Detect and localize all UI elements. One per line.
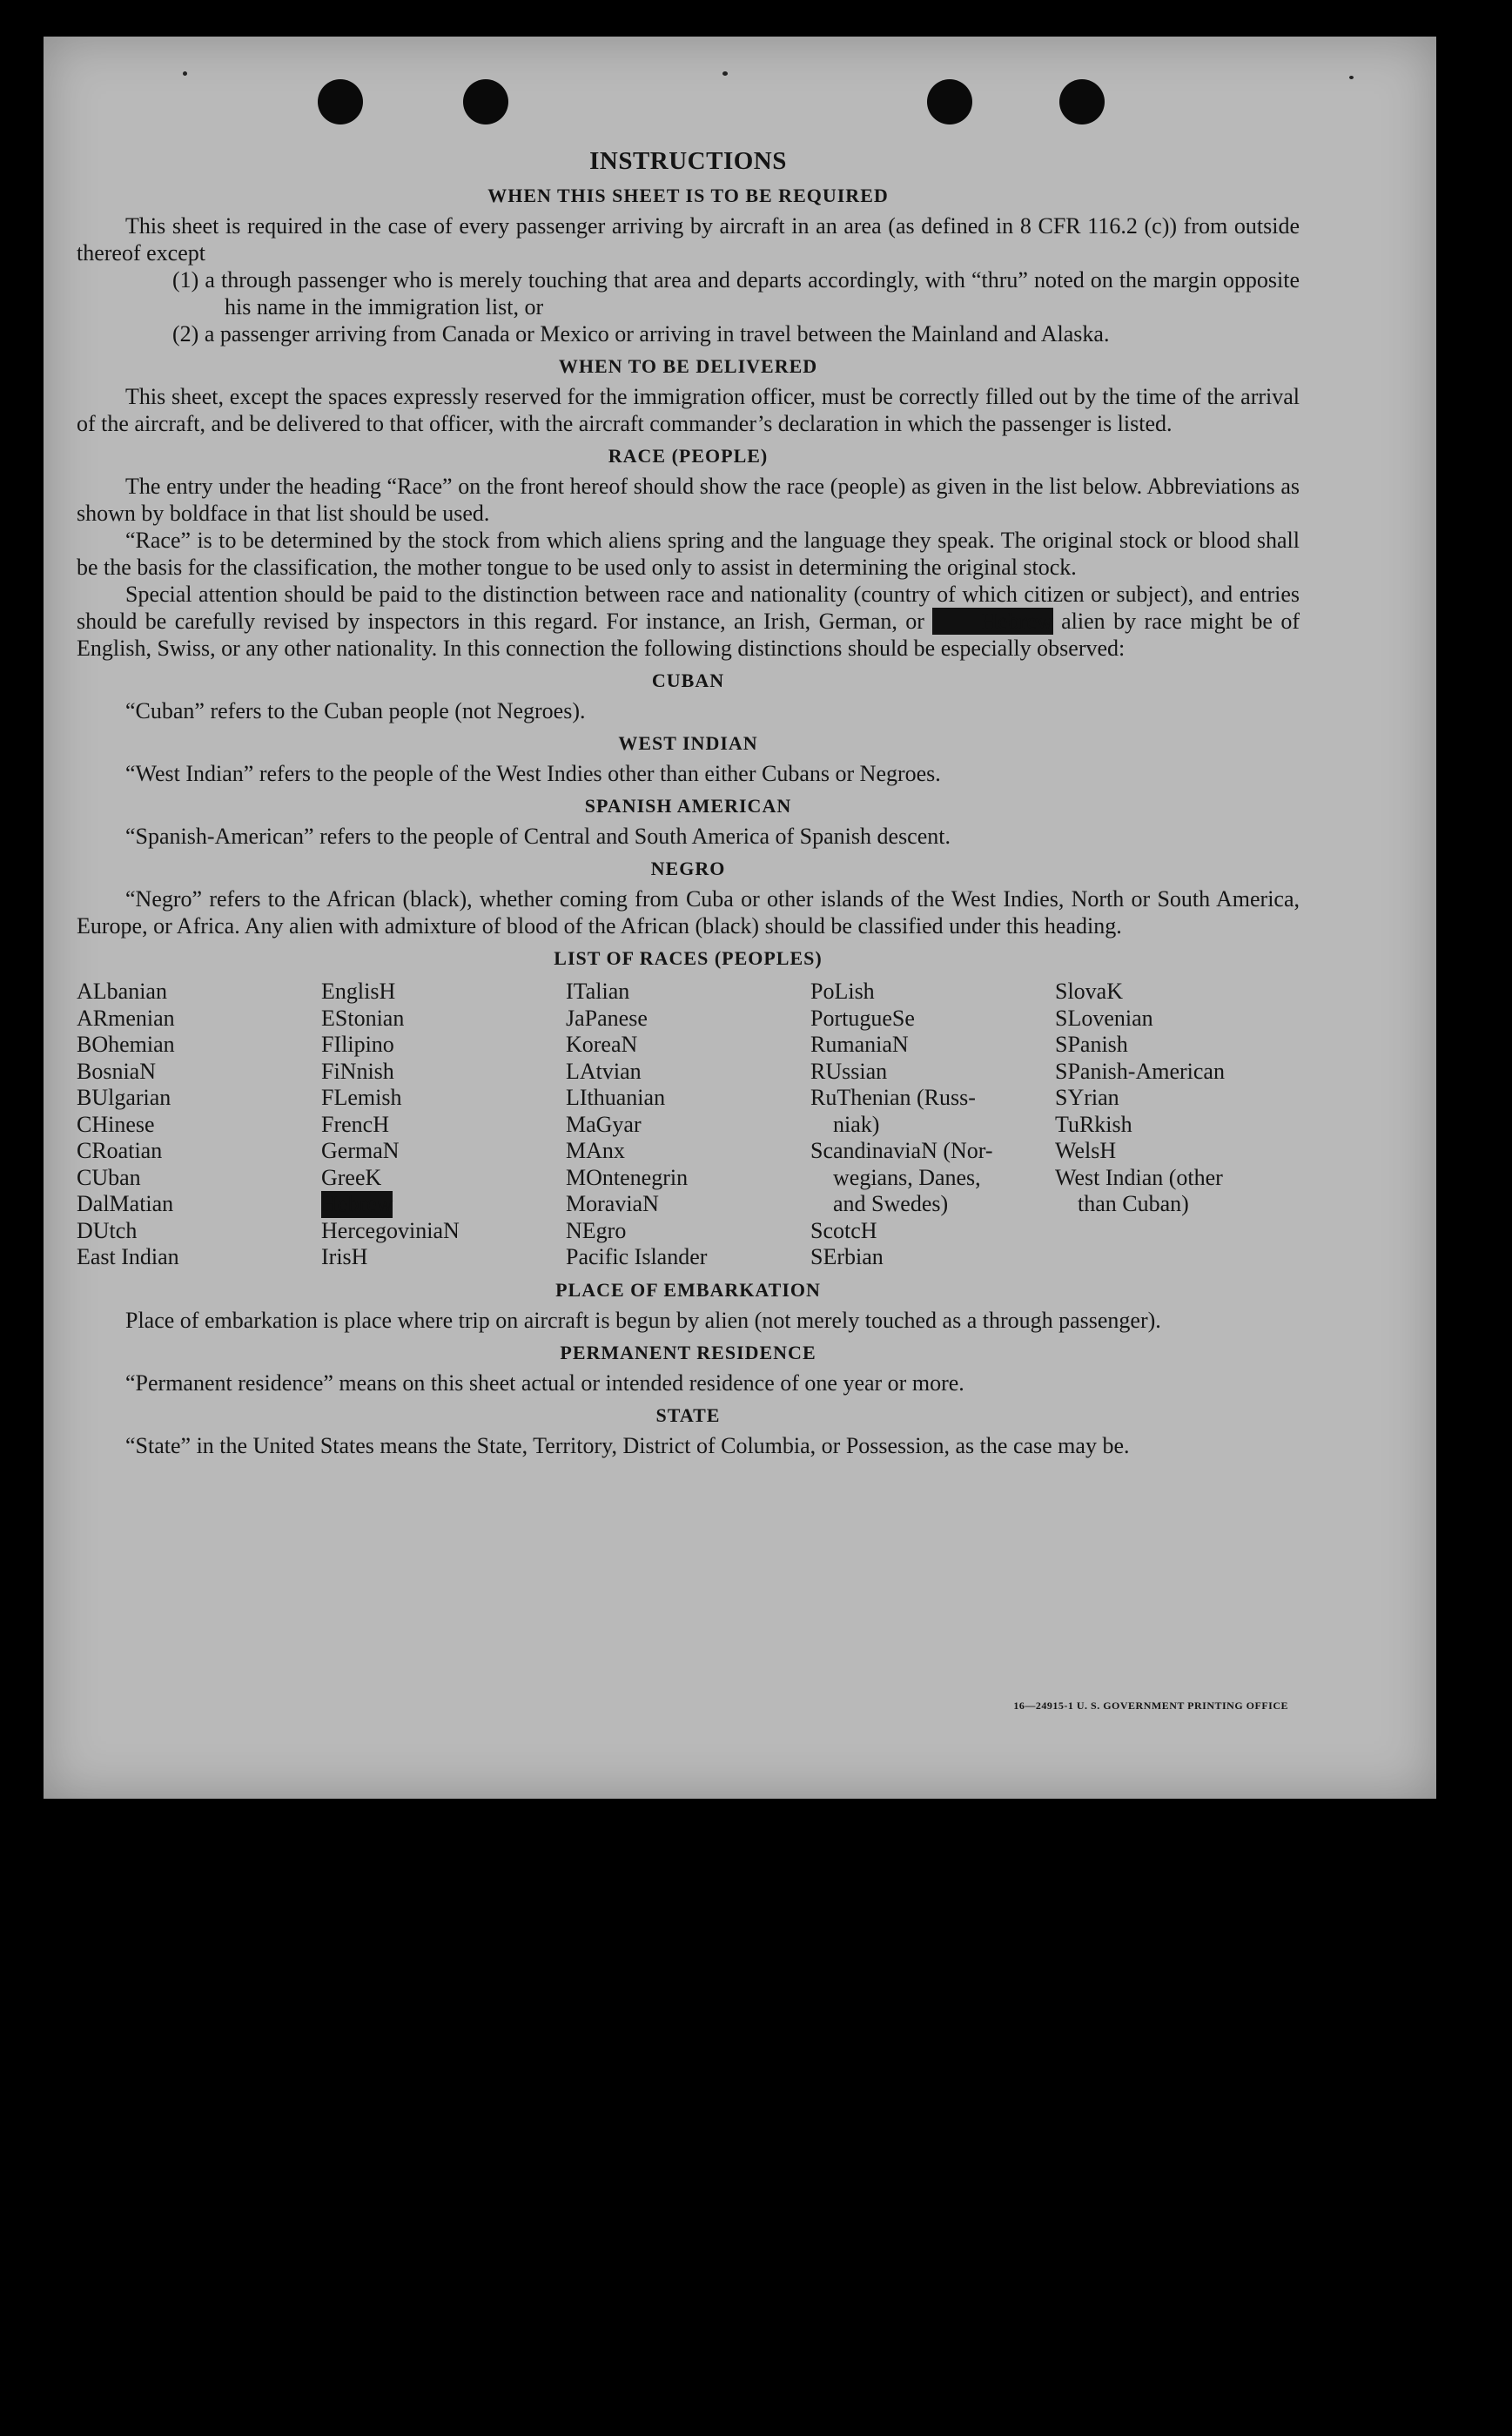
race-item-continuation: niak) [833,1111,880,1137]
race-item: MoraviaN [566,1191,659,1216]
race-item: DalMatian [77,1191,174,1216]
race-item: ScotcH [810,1217,877,1243]
race-paragraph-3-before: Special attention should be paid to the distinction between race and nationality (country of which citizen or subject), and entries should be carefully revised by inspectors in this regard. For instance, an Irish, German, or [77,582,1300,634]
race-item: ITalian [566,979,630,1004]
race-item: CHinese [77,1111,155,1137]
heading-negro: NEGRO [650,858,726,879]
residence-text: “Permanent residence” means on this sheet actual or intended residence of one year or more. [125,1369,964,1396]
race-item: SLovenian [1055,1005,1153,1031]
race-item: RuThenian (Russ- [810,1085,976,1110]
page-title: INSTRUCTIONS [589,147,787,175]
race-column-1 [77,979,321,1271]
race-item: ARmenian [77,1005,175,1031]
race-item: NEgro [566,1217,627,1243]
printing-office-footer: 16—24915-1 U. S. GOVERNMENT PRINTING OFFICE [1013,1699,1288,1712]
race-item-continuation: and Swedes) [833,1191,949,1216]
heading-race: RACE (PEOPLE) [608,445,769,467]
race-column-3 [566,979,810,1271]
race-item: SlovaK [1055,979,1123,1004]
race-item: SErbian [810,1244,884,1269]
punch-hole [318,79,363,124]
race-column-5 [1055,979,1300,1271]
negro-text: “Negro” refers to the African (black), whether coming from Cuba or other islands of the West Indies, North or South America, Europe, or Africa. Any alien with admixture of blood of the African (black) should be classified under this heading. [77,886,1300,939]
race-item: GermaN [321,1138,400,1163]
race-item: IrisH [321,1244,368,1269]
instructions-content [77,148,1300,1459]
speck [1349,76,1354,79]
race-item: WelsH [1055,1138,1117,1163]
race-item: EStonian [321,1005,405,1031]
race-item: SPanish-American [1055,1058,1225,1084]
race-item: HercegoviniaN [321,1217,460,1243]
race-item: LAtvian [566,1058,642,1084]
heading-when-required: WHEN THIS SHEET IS TO BE REQUIRED [487,185,889,206]
race-paragraph-2: “Race” is to be determined by the stock from which aliens spring and the language they speak. The original stock or blood shall be the basis for the classification, the mother tongue to be used only to assist in determining the original stock. [77,528,1300,580]
race-item: ScandinaviaN (Nor- [810,1138,993,1163]
heading-list-of-races: LIST OF RACES (PEOPLES) [554,947,823,969]
race-item: FLemish [321,1085,402,1110]
cuban-text: “Cuban” refers to the Cuban people (not Negroes). [125,698,586,723]
race-item: JaPanese [566,1005,648,1031]
when-required-item-2: (2) a passenger arriving from Canada or Mexico or arriving in travel between the Mainland and Alaska. [172,321,1110,347]
race-column-2 [321,979,566,1271]
speck [722,71,728,76]
race-item: TuRkish [1055,1111,1132,1137]
when-required-item-1: (1) a through passenger who is merely touching that area and departs accordingly, with “thru” noted on the margin opposite his name in the immigration list, or [172,267,1300,320]
race-item: CUban [77,1164,141,1190]
state-text: “State” in the United States means the State, Territory, District of Columbia, or Possession, as the case may be. [125,1432,1130,1458]
when-delivered-text: This sheet, except the spaces expressly reserved for the immigration officer, must be correctly filled out by the time of the arrival of the aircraft, and be delivered to that officer, with the aircraft commander’s declaration in which the passenger is listed. [77,384,1300,436]
race-item: MAnx [566,1138,625,1163]
race-item: EnglisH [321,979,396,1004]
race-paragraph-3-after: alien by race might be of English, Swiss, or any other nationality. In this connection the following distinctions should be especially observed: [77,609,1300,661]
heading-spanish-american: SPANISH AMERICAN [584,795,792,817]
document-sheet [44,37,1436,1799]
race-item: GreeK [321,1164,382,1190]
west-indian-text: “West Indian” refers to the people of the West Indies other than either Cubans or Negroes. [125,761,941,786]
race-item: East Indian [77,1244,179,1269]
race-item: PortugueSe [810,1005,915,1031]
race-item: ALbanian [77,979,167,1004]
race-item: PoLish [810,979,875,1004]
redacted-word: Hebrew [932,608,1052,635]
race-item: KoreaN [566,1032,638,1057]
race-item-continuation: than Cuban) [1078,1191,1189,1216]
race-item: RUssian [810,1058,888,1084]
race-item: MOntenegrin [566,1164,689,1190]
punch-hole [927,79,972,124]
speck [183,71,187,76]
race-item: DUtch [77,1217,138,1243]
race-item: BUlgarian [77,1085,171,1110]
heading-state: STATE [655,1403,721,1426]
race-item-redacted [321,1191,566,1218]
embarkation-text: Place of embarkation is place where trip on aircraft is begun by alien (not merely touched as a through passenger). [125,1307,1161,1333]
race-item-continuation: wegians, Danes, [833,1164,981,1190]
race-item: West Indian (other [1055,1164,1223,1190]
race-column-4 [810,979,1055,1271]
race-list [77,979,1300,1271]
punch-hole [463,79,508,124]
race-item: FIlipino [321,1032,394,1057]
race-paragraph-1: The entry under the heading “Race” on the front hereof should show the race (people) as given in the list below. Abbreviations as shown by boldface in that list should be used. [77,474,1300,526]
race-item: MaGyar [566,1111,642,1137]
heading-cuban: CUBAN [651,670,725,691]
race-item: BOhemian [77,1032,175,1057]
race-item: LIthuanian [566,1085,666,1110]
heading-when-delivered: WHEN TO BE DELIVERED [558,355,818,377]
heading-residence: PERMANENT RESIDENCE [560,1341,816,1363]
race-item: FiNnish [321,1058,394,1084]
heading-west-indian: WEST INDIAN [618,732,758,754]
race-paragraph-3 [77,581,1300,662]
spanish-american-text: “Spanish-American” refers to the people of Central and South America of Spanish descent. [125,824,951,849]
heading-embarkation: PLACE OF EMBARKATION [555,1278,821,1301]
race-item: SYrian [1055,1085,1119,1110]
when-required-intro: This sheet is required in the case of every passenger arriving by aircraft in an area (as defined in 8 CFR 116.2 (c)) from outside thereof except [77,213,1300,266]
race-item: CRoatian [77,1138,163,1163]
race-item: FrencH [321,1111,389,1137]
race-item: BosniaN [77,1058,156,1084]
punch-hole [1059,79,1105,124]
race-item: RumaniaN [810,1032,909,1057]
redacted-word: Hebrew [321,1191,393,1216]
race-item: Pacific Islander [566,1244,708,1269]
race-item: SPanish [1055,1032,1128,1057]
